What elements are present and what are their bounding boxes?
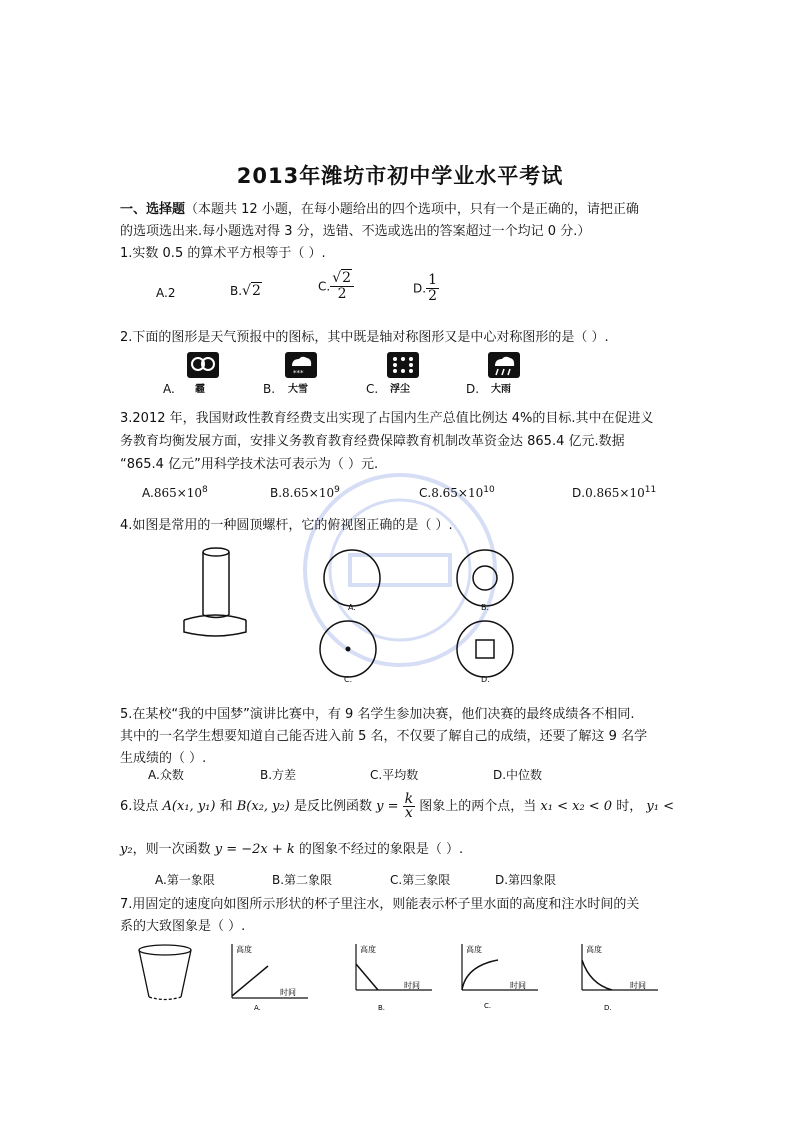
q1-option-c — [318, 271, 354, 302]
q5-option-c: C.平均数 — [370, 768, 419, 782]
q4-option-c-label: C. — [344, 675, 353, 684]
q6-option-c: C.第三象限 — [390, 873, 451, 887]
q6-condition-2: y₁ < — [646, 799, 674, 814]
floating-dust-icon — [387, 352, 419, 378]
q6-text-2: 和 — [219, 799, 233, 814]
q3-option-c — [419, 485, 495, 500]
q7-graph-a-xlabel: 时间 — [280, 988, 296, 997]
q7-graph-c — [452, 940, 542, 1012]
q3-line2: 务教育均衡发展方面，安排义务教育教育经费保障教育机制改革资金达 865.4 亿元.数据 — [120, 434, 625, 449]
q3-option-b-exponent: 9 — [334, 485, 340, 495]
q1-option-d-numerator: 1 — [428, 272, 437, 288]
q1-option-d — [413, 273, 439, 304]
q3-line3: “865.4 亿元”用科学技术法可表示为（ ）元. — [120, 457, 379, 472]
q7-graph-b-xlabel: 时间 — [404, 981, 420, 990]
q3-option-c-label: C. — [419, 486, 432, 500]
q1-option-b-sqrt: √2 — [242, 283, 261, 299]
q2-option-a-label: A. — [163, 382, 175, 396]
q7-graph-c-ylabel: 高度 — [466, 945, 482, 954]
q2-option-a-caption: 霾 — [195, 384, 205, 395]
q7-graph-d-xlabel: 时间 — [630, 981, 646, 990]
q2-stem: 2.下面的图形是天气预报中的图标，其中既是轴对称图形又是中心对称图形的是（ ）. — [120, 330, 609, 345]
q5-line1: 5.在某校“我的中国梦”演讲比赛中，有 9 名学生参加决赛，他们决赛的最终成绩各不相同. — [120, 707, 635, 722]
q7-graph-a-label: A. — [254, 1004, 261, 1012]
page-title: 2013年潍坊市初中学业水平考试 — [236, 164, 564, 188]
q7-graph-b — [346, 940, 436, 1012]
q1-option-b-label: B. — [230, 284, 243, 298]
q6-function-numerator: k — [404, 791, 414, 807]
q7-graph-d-ylabel: 高度 — [586, 945, 602, 954]
q3-line1: 3.2012 年，我国财政性教育经费支出实现了占国内生产总值比例达 4%的目标.其中在促进义 — [120, 411, 654, 426]
q6-option-d: D.第四象限 — [495, 873, 557, 887]
q1-option-a: A.2 — [156, 286, 176, 300]
q3-option-d-base: 0.865×10 — [585, 486, 645, 500]
q6-linear-function: y = −2x + k — [214, 842, 295, 857]
q6-function-fraction — [403, 793, 415, 820]
q1-stem: 1.实数 0.5 的算术平方根等于（ ）. — [120, 246, 326, 261]
q7-line1: 7.用固定的速度向如图所示形状的杯子里注水，则能表示杯子里水面的高度和注水时间的关 — [120, 897, 640, 912]
q6-line1 — [120, 792, 695, 822]
q7-graph-a — [222, 940, 312, 1012]
q5-option-d: D.中位数 — [493, 768, 543, 782]
q1-option-b-radicand: 2 — [251, 283, 261, 299]
q6-y2: y₂ — [120, 842, 133, 857]
section-intro-text1: （本题共 12 小题，在每小题给出的四个选项中，只有一个是正确的，请把正确 — [185, 202, 639, 217]
cup-figure — [135, 942, 195, 1004]
q2-option-b-caption: 大雪 — [288, 384, 308, 395]
q4-option-a-label: A. — [348, 603, 356, 612]
section-intro-line2: 的选项选出来.每小题选对得 3 分，选错、不选或选出的答案超过一个均记 0 分.） — [120, 224, 591, 239]
q6-function-denominator: x — [404, 805, 413, 821]
q4-option-b-label: B. — [481, 603, 490, 612]
q7-graph-d — [572, 940, 662, 1012]
q1-option-c-numerator: √2 — [330, 271, 354, 287]
q3-option-d — [572, 485, 656, 500]
q2-option-d-label: D. — [466, 382, 480, 396]
q3-option-c-base: 8.65×10 — [431, 486, 484, 500]
q4-stem: 4.如图是常用的一种圆顶螺杆，它的俯视图正确的是（ ）. — [120, 518, 453, 533]
q7-graph-d-label: D. — [604, 1004, 612, 1012]
q3-option-b-label: B. — [270, 486, 283, 500]
haze-icon — [187, 352, 219, 378]
q2-option-b-label: B. — [263, 382, 276, 396]
q6-point-a: A(x₁, y₁) — [162, 799, 216, 814]
q4-option-d-label: D. — [481, 675, 490, 684]
q6-text-1: 6.设点 — [120, 799, 159, 814]
q1-option-c-radicand: 2 — [342, 270, 352, 286]
q2-option-c-caption: 浮尘 — [390, 384, 410, 395]
q1-option-d-denominator: 2 — [428, 288, 437, 304]
q1-option-d-label: D. — [413, 281, 427, 296]
q6-text-3: 是反比例函数 — [293, 799, 372, 814]
q3-option-d-label: D. — [572, 486, 586, 500]
q7-graph-b-ylabel: 高度 — [360, 945, 376, 954]
heavy-snow-icon — [285, 352, 317, 378]
q7-graph-c-label: C. — [484, 1002, 492, 1010]
q7-graph-b-label: B. — [378, 1004, 386, 1012]
q3-option-b — [270, 485, 340, 500]
q1-option-c-label: C. — [318, 279, 331, 294]
svg-text:***: *** — [293, 369, 304, 377]
q6-text-6: ，则一次函数 — [132, 842, 211, 857]
q3-option-d-exponent: 11 — [644, 485, 657, 495]
q6-line2 — [120, 838, 695, 857]
q3-option-b-base: 8.65×10 — [282, 486, 335, 500]
q7-graph-a-ylabel: 高度 — [236, 945, 252, 954]
q3-option-c-exponent: 10 — [483, 485, 495, 495]
q7-line2: 系的大致图象是（ ）. — [120, 919, 246, 934]
bolt-figure — [180, 540, 250, 640]
q3-option-a-exponent: 8 — [202, 485, 208, 495]
q1-option-d-fraction — [426, 273, 439, 304]
q5-line2: 其中的一名学生想要知道自己能否进入前 5 名，不仅要了解自己的成绩，还要了解这 9 名学 — [120, 729, 648, 744]
q3-option-a-label: A. — [142, 486, 154, 500]
q6-text-4: 图象上的两个点，当 — [419, 799, 537, 814]
heavy-rain-icon — [488, 352, 520, 378]
section-intro-line1 — [120, 198, 695, 217]
q6-text-5: 时， — [616, 799, 643, 814]
q6-condition: x₁ < x₂ < 0 — [540, 799, 613, 814]
q6-option-a: A.第一象限 — [155, 873, 215, 887]
q7-graph-c-xlabel: 时间 — [510, 981, 526, 990]
q2-option-d-caption: 大雨 — [491, 384, 511, 395]
q6-function-lhs: y = — [376, 799, 399, 814]
q5-line3: 生成绩的（ ）. — [120, 751, 207, 766]
q6-point-b: B(x₂, y₂) — [236, 799, 290, 814]
section-heading: 一、选择题 — [120, 202, 186, 217]
q5-option-a: A.众数 — [148, 768, 184, 782]
q6-text-7: 的图象不经过的象限是（ ）. — [298, 842, 464, 857]
q6-option-b: B.第二象限 — [272, 873, 333, 887]
q5-option-b: B.方差 — [260, 768, 297, 782]
q2-option-c-label: C. — [366, 382, 379, 396]
q3-option-a-base: 865×10 — [153, 486, 203, 500]
q1-option-b — [230, 283, 262, 299]
q3-option-a — [142, 485, 208, 500]
q1-option-c-fraction — [330, 271, 354, 302]
q1-option-c-denominator: 2 — [337, 286, 347, 302]
